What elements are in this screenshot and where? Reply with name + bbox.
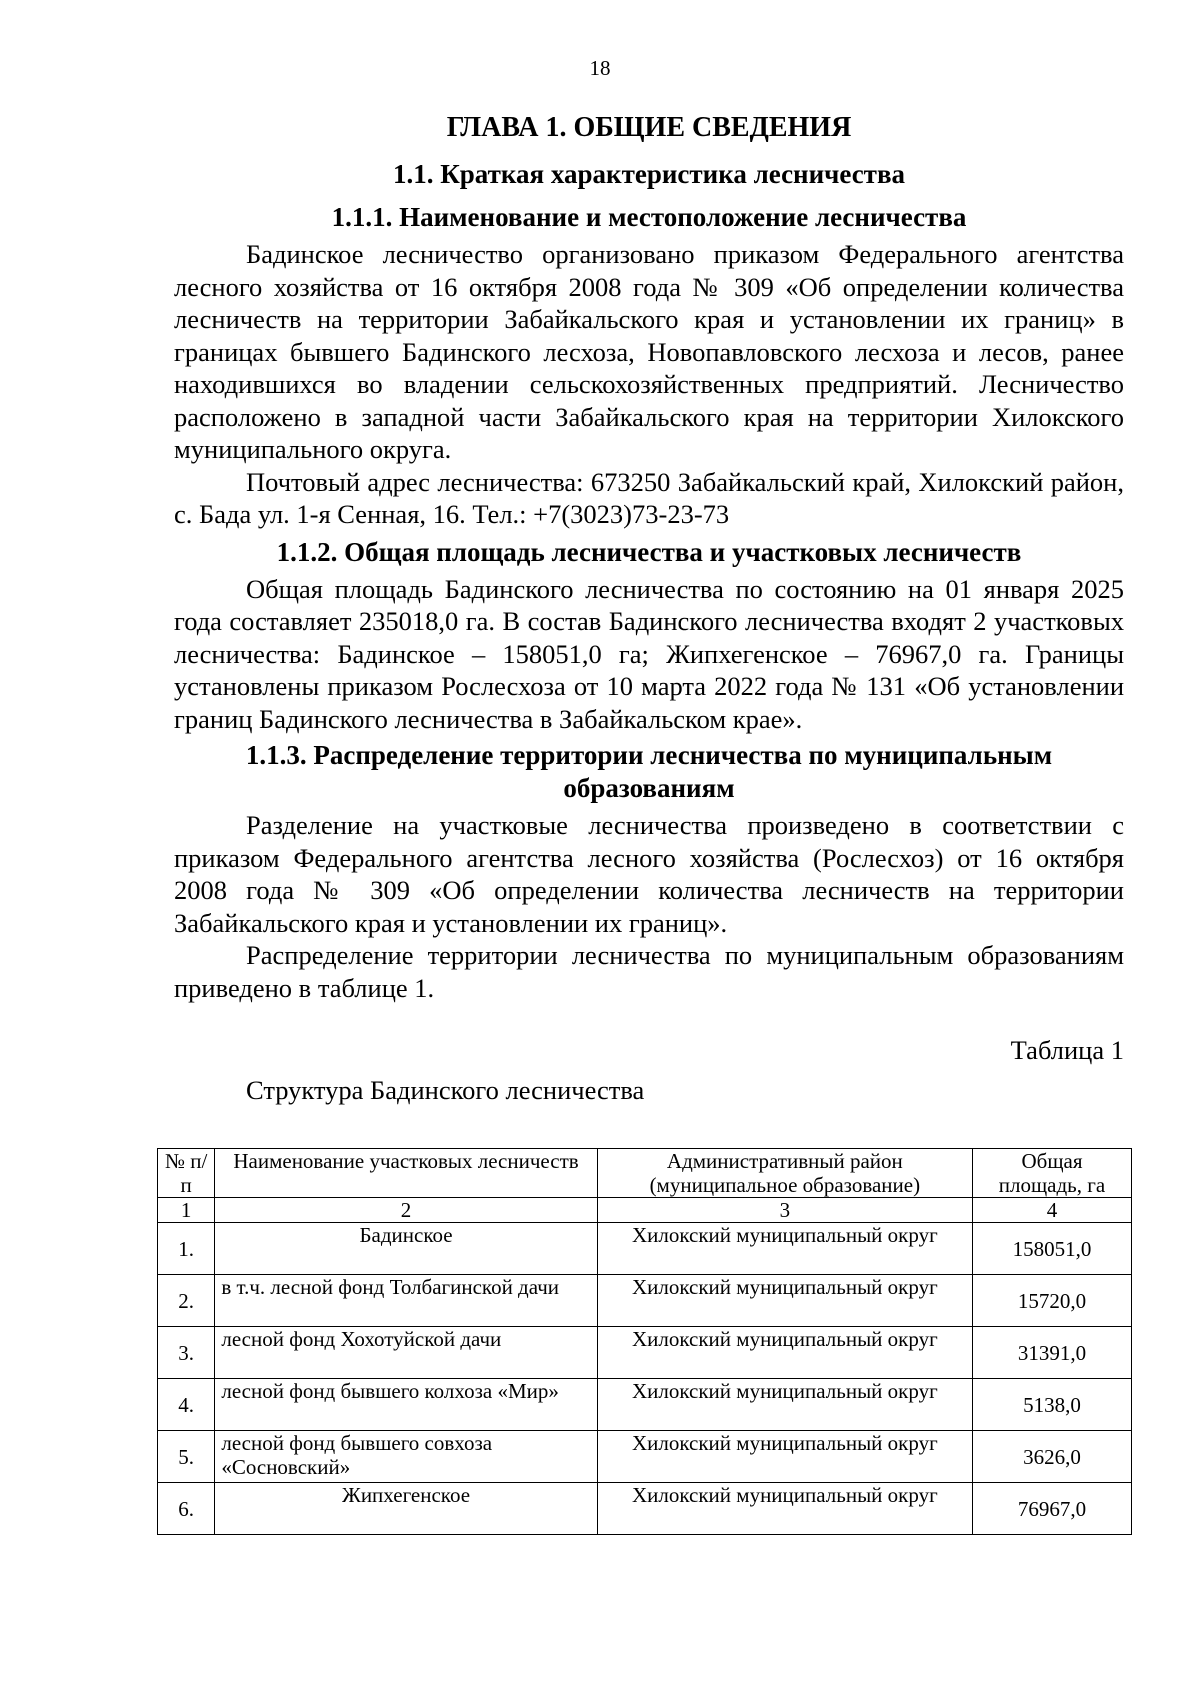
column-number: 4 [972, 1198, 1131, 1223]
paragraph: Общая площадь Бадинского лесничества по состоянию на 01 января 2025 года составляет 235018,0 га. В состав Бадинского лесничества входят 2 участковых лесничества: Бадинское – 158051,0 га; Жипхегенское – 76967,0 га. Границы установлены приказом Рослесхоза от 10 марта 2022 года № 131 «Об установлении границ Бадинского лесничества в Забайкальском крае». [174, 573, 1124, 734]
table-title: Структура Бадинского лесничества [246, 1075, 645, 1105]
row-area: 15720,0 [972, 1275, 1131, 1327]
column-number: 1 [158, 1198, 215, 1223]
row-district: Хилокский муниципальный округ [597, 1483, 972, 1535]
table-label: Таблица 1 [1010, 1035, 1124, 1065]
header-district: Административный район (муниципальное образование) [597, 1149, 972, 1198]
table-row [158, 1327, 1132, 1379]
table-row [158, 1483, 1132, 1535]
table-row [158, 1223, 1132, 1275]
row-area: 76967,0 [972, 1483, 1131, 1535]
structure-table [157, 1148, 1132, 1535]
section-1-1-1-title: 1.1.1. Наименование и местоположение лесничества [331, 202, 967, 232]
chapter-title: ГЛАВА 1. ОБЩИЕ СВЕДЕНИЯ [446, 112, 852, 143]
section-1-1-2-title: 1.1.2. Общая площадь лесничества и участковых лесничеств [276, 536, 1022, 567]
row-num: 1. [158, 1223, 215, 1275]
table-row [158, 1431, 1132, 1483]
column-number: 2 [215, 1198, 597, 1223]
row-district: Хилокский муниципальный округ [597, 1223, 972, 1275]
paragraph: Бадинское лесничество организовано приказом Федерального агентства лесного хозяйства от 16 октября 2008 года № 309 «Об определении количества лесничеств на территории Забайкальского края и установлении их границ» в границах бывшего Бадинского лесхоза, Новопавловского лесхоза и лесов, ранее находившихся во владении сельскохозяйственных предприятий. Лесничество расположено в западной части Забайкальского края на территории Хилокского муниципального округа. [174, 239, 1124, 464]
row-name: в т.ч. лесной фонд Толбагинской дачи [215, 1275, 597, 1327]
table-row [158, 1275, 1132, 1327]
table-header-row [158, 1149, 1132, 1198]
column-number-row [158, 1198, 1132, 1223]
section-1-1-title: 1.1. Краткая характеристика лесничества [392, 159, 906, 189]
section-1-1-3-title [174, 739, 1124, 805]
row-name: лесной фонд бывшего колхоза «Мир» [215, 1379, 597, 1431]
row-district: Хилокский муниципальный округ [597, 1379, 972, 1431]
header-num: № п/п [158, 1149, 215, 1198]
row-num: 2. [158, 1275, 215, 1327]
page-number: 18 [589, 56, 611, 80]
section-1-1-3-title-line1: 1.1.3. Распределение территории лесничества по муниципальным [245, 740, 1053, 770]
document-body [174, 108, 1124, 1112]
row-num: 6. [158, 1483, 215, 1535]
header-area: Общая площадь, га [972, 1149, 1131, 1198]
row-num: 5. [158, 1431, 215, 1483]
row-district: Хилокский муниципальный округ [597, 1275, 972, 1327]
row-area: 31391,0 [972, 1327, 1131, 1379]
row-district: Хилокский муниципальный округ [597, 1327, 972, 1379]
row-name: лесной фонд бывшего совхоза «Сосновский» [215, 1431, 597, 1483]
column-number: 3 [597, 1198, 972, 1223]
paragraph: Распределение территории лесничества по муниципальным образованиям приведено в таблице 1. [174, 940, 1124, 1003]
row-area: 5138,0 [972, 1379, 1131, 1431]
header-name: Наименование участковых лесничеств [215, 1149, 597, 1198]
row-num: 4. [158, 1379, 215, 1431]
paragraph: Почтовый адрес лесничества: 673250 Забайкальский край, Хилокский район, с. Бада ул. 1-я Сенная, 16. Тел.: +7(3023)73-23-73 [174, 466, 1124, 529]
row-name: Бадинское [215, 1223, 597, 1275]
row-area: 158051,0 [972, 1223, 1131, 1275]
section-1-1-3-title-line2: образованиям [563, 773, 735, 803]
table-row [158, 1379, 1132, 1431]
row-district: Хилокский муниципальный округ [597, 1431, 972, 1483]
row-name: Жипхегенское [215, 1483, 597, 1535]
row-num: 3. [158, 1327, 215, 1379]
row-area: 3626,0 [972, 1431, 1131, 1483]
row-name: лесной фонд Хохотуйской дачи [215, 1327, 597, 1379]
paragraph: Разделение на участковые лесничества произведено в соответствии с приказом Федерального агентства лесного хозяйства (Рослесхоз) от 16 октября 2008 года № 309 «Об определении количества лесничеств на территории Забайкальского края и установлении их границ». [174, 810, 1124, 938]
